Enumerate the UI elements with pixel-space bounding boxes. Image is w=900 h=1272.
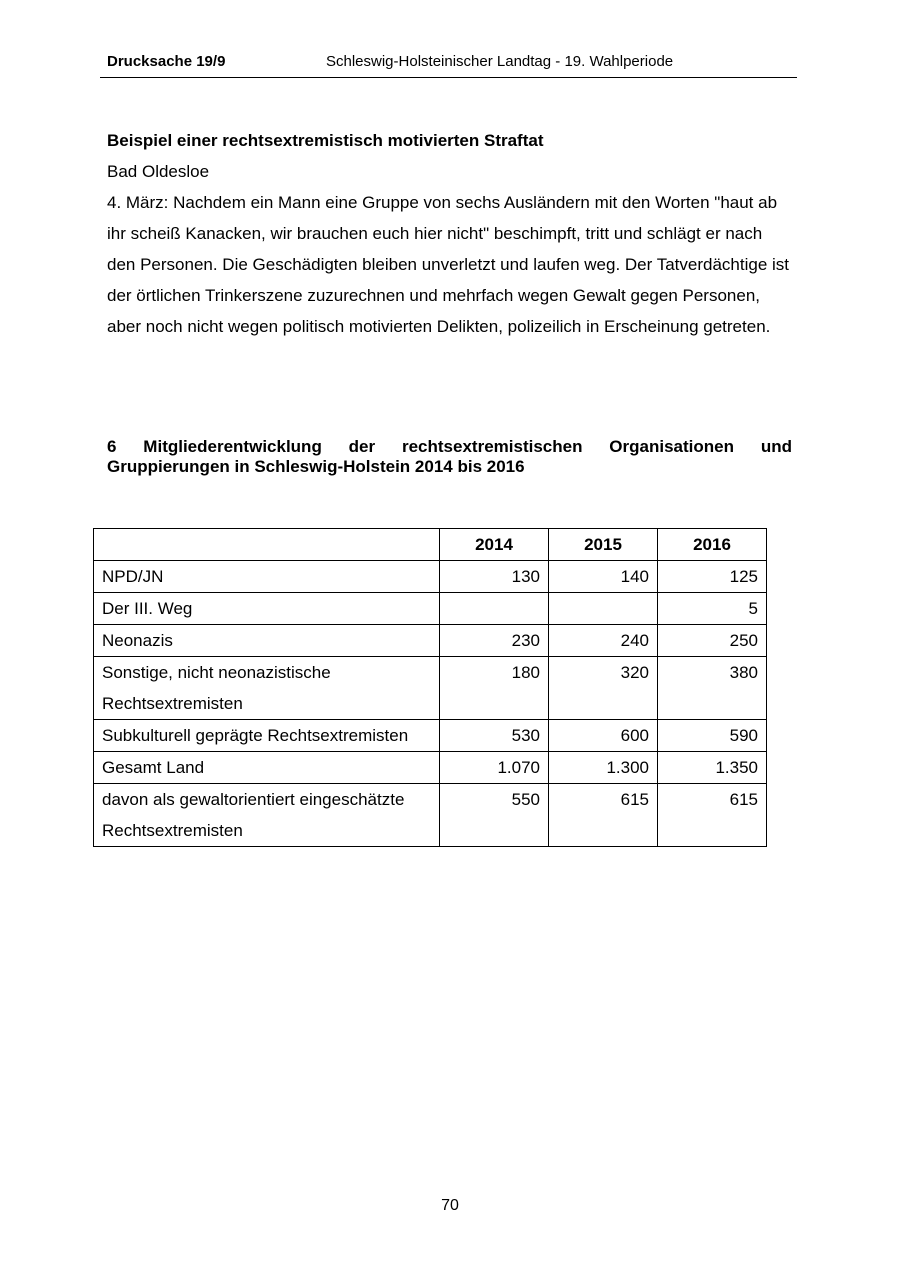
table-row xyxy=(94,561,767,593)
document-id: Drucksache 19/9 xyxy=(107,53,226,70)
year-header: 2015 xyxy=(549,529,658,561)
cell-value: 1.300 xyxy=(549,752,658,784)
example-text: 4. März: Nachdem ein Mann eine Gruppe von sechs Ausländern mit den Worten "haut ab ihr scheiß Kanacken, wir brauchen euch hier nicht" beschimpft, tritt und schlägt er nach den Personen. Die Geschädigten bleiben unverletzt und laufen weg. Der Tatverdächtige ist der örtlichen Trinkerszene zuzurechnen und mehrfach wegen Gewalt gegen Personen, aber noch nicht wegen politisch motivierten Delikten, polizeilich in Erscheinung getreten. xyxy=(107,193,790,336)
row-label: NPD/JN xyxy=(94,561,440,593)
table-row xyxy=(94,593,767,625)
cell-value xyxy=(549,593,658,625)
cell-value: 1.070 xyxy=(440,752,549,784)
membership-table xyxy=(93,528,767,847)
cell-value: 250 xyxy=(658,625,767,657)
page-header xyxy=(100,52,797,78)
cell-value: 320 xyxy=(549,657,658,720)
cell-value: 180 xyxy=(440,657,549,720)
table-row xyxy=(94,657,767,720)
cell-value: 230 xyxy=(440,625,549,657)
cell-value: 140 xyxy=(549,561,658,593)
table-header-corner xyxy=(94,529,440,561)
cell-value: 615 xyxy=(549,784,658,847)
cell-value: 600 xyxy=(549,720,658,752)
table-header-row xyxy=(94,529,767,561)
example-section xyxy=(107,125,792,342)
cell-value: 125 xyxy=(658,561,767,593)
example-location: Bad Oldesloe xyxy=(107,162,210,181)
cell-value: 615 xyxy=(658,784,767,847)
row-label: Der III. Weg xyxy=(94,593,440,625)
cell-value: 550 xyxy=(440,784,549,847)
table-row xyxy=(94,752,767,784)
row-label: Gesamt Land xyxy=(94,752,440,784)
cell-value: 590 xyxy=(658,720,767,752)
row-label: davon als gewaltorientiert eingeschätzte Rechtsextremisten xyxy=(94,784,440,847)
cell-value: 5 xyxy=(658,593,767,625)
year-header: 2016 xyxy=(658,529,767,561)
parliament-title: Schleswig-Holsteinischer Landtag - 19. Wahlperiode xyxy=(326,53,674,70)
page-number: 70 xyxy=(441,1197,459,1214)
cell-value: 380 xyxy=(658,657,767,720)
cell-value xyxy=(440,593,549,625)
row-label: Sonstige, nicht neonazistische Rechtsextremisten xyxy=(94,657,440,720)
cell-value: 1.350 xyxy=(658,752,767,784)
chapter-heading: 6 Mitgliederentwicklung der rechtsextremistischen Organisationen und Gruppierungen in Schleswig-Holstein 2014 bis 2016 xyxy=(107,437,792,476)
cell-value: 530 xyxy=(440,720,549,752)
table-row xyxy=(94,720,767,752)
table-row xyxy=(94,625,767,657)
cell-value: 240 xyxy=(549,625,658,657)
cell-value: 130 xyxy=(440,561,549,593)
table-row xyxy=(94,784,767,847)
year-header: 2014 xyxy=(440,529,549,561)
row-label: Subkulturell geprägte Rechtsextremisten xyxy=(94,720,440,752)
row-label: Neonazis xyxy=(94,625,440,657)
example-heading: Beispiel einer rechtsextremistisch motivierten Straftat xyxy=(107,131,544,150)
